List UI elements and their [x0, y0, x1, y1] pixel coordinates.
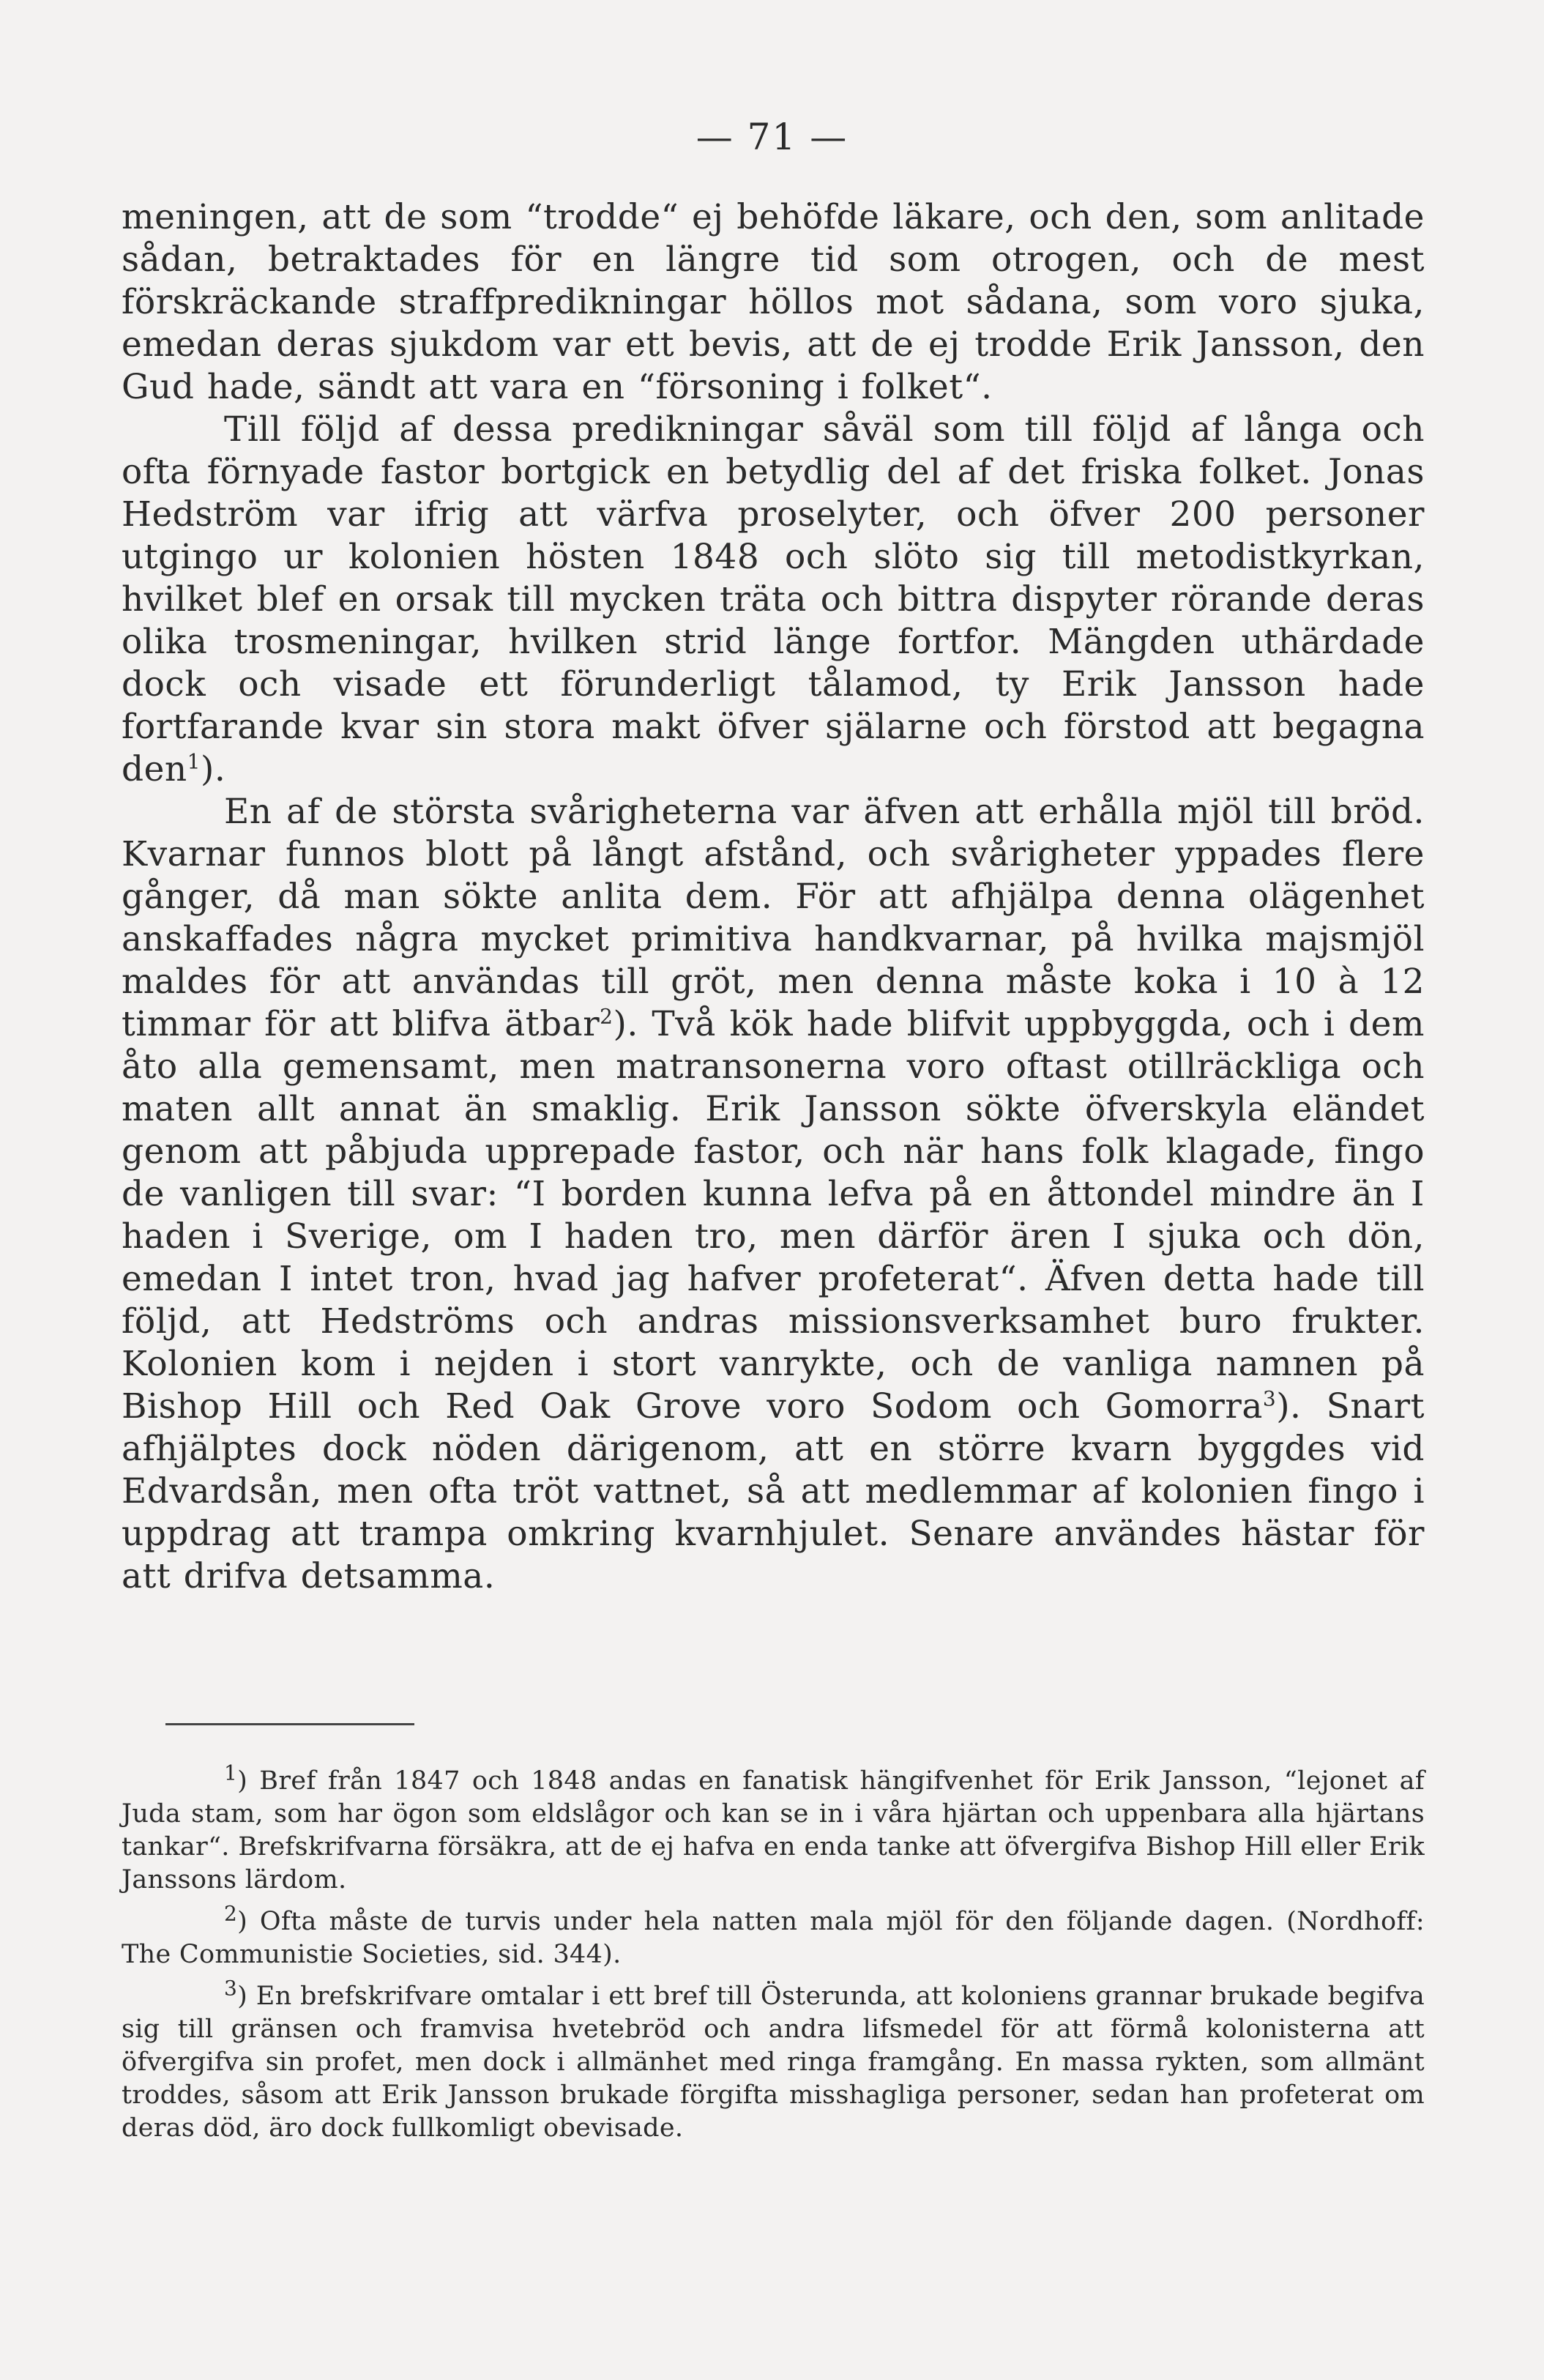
footnotes	[122, 1760, 1425, 2154]
paragraph-1: meningen, att de som “trodde“ ej behöfde läkare, och den, som anlitade sådan, betraktades för en längre tid som otrogen, och de mest förskräckande straffpredikningar höllos mot sådana, som voro sjuka, emedan deras sjukdom var ett bevis, att de ej trodde Erik Jansson, den Gud hade, sändt att vara en “försoning i folket“.	[122, 197, 1425, 407]
paragraph-2	[122, 409, 1425, 791]
footnote-text-2: ) Ofta måste de turvis under hela natten mala mjöl för den följande dagen. (Nordhoff: The Communistie Societies, sid. 344).	[122, 1907, 1425, 1969]
footnote-text-1: ) Bref från 1847 och 1848 andas en fanatisk hängifvenhet för Erik Jansson, “lejonet af Juda stam, som har ögon som eldslågor och kan se in i våra hjärtan och uppenbara alla hjärtans tankar“. Brefskrifvarna försäkra, att de ej hafva en enda tanke att öfvergifva Bishop Hill eller Erik Janssons lärdom.	[122, 1766, 1425, 1894]
footnote-ref-3: 3	[1262, 1386, 1277, 1411]
footnote-3	[122, 1976, 1425, 2145]
footnote-1	[122, 1760, 1425, 1897]
footnote-mark-3: 3	[224, 1976, 238, 2001]
main-text	[122, 196, 1425, 1598]
paragraph-3-end: ). Snart afhjälptes dock nöden därigenom, att en större kvarn byggdes vid Edvardsån, men ofta tröt vattnet, så att medlemmar af kolonien fingo i uppdrag att trampa omkring kvarnhjulet. Senare användes hästar för att drifva detsamma.	[122, 1386, 1425, 1596]
footnote-2	[122, 1901, 1425, 1971]
paragraph-3-middle: ). Två kök hade blifvit uppbyggda, och i dem åto alla gemensamt, men matransonerna voro oftast otillräckliga och maten allt annat än smaklig. Erik Jansson sökte öfverskyla eländet genom att påbjuda upprepade fastor, och när hans folk klagade, fingo de vanligen till svar: “I borden kunna lefva på en åttondel mindre än I haden i Sverige, om I haden tro, men därför ären I sjuka och dön, emedan I intet tron, hvad jag hafver profeterat“. Äfven detta hade till följd, att Hedströms och andras missionsverksamhet buro frukter. Kolonien kom i nejden i stort vanrykte, och de vanliga namnen på Bishop Hill och Red Oak Grove voro Sodom och Gomorra	[122, 1004, 1425, 1427]
footnote-text-3: ) En brefskrifvare omtalar i ett bref till Österunda, att koloniens grannar brukade begifva sig till gränsen och framvisa hvetebröd och andra lifsmedel för att förmå kolonisterna att öfvergifva sin profet, men dock i allmänhet med ringa framgång. En massa rykten, som allmänt troddes, såsom att Erik Jansson brukade förgifta misshagliga personer, sedan han profeterat om deras död, äro dock fullkomligt obevisade.	[122, 1982, 1425, 2143]
paragraph-2-text: Till följd af dessa predikningar såväl som till följd af långa och ofta förnyade fastor bortgick en betydlig del af det friska folket. Jonas Hedström var ifrig att värfva proselyter, och öfver 200 personer utgingo ur kolonien hösten 1848 och slöto sig till metodistkyrkan, hvilket blef en orsak till mycken träta och bittra dispyter rörande deras olika trosmeningar, hvilken strid länge fortfor. Mängden uthärdade dock och visade ett förunderligt tålamod, ty Erik Jansson hade fortfarande kvar sin stora makt öfver själarne och förstod att begagna den	[122, 409, 1425, 789]
footnote-ref-2: 2	[600, 1004, 614, 1029]
paragraph-3	[122, 791, 1425, 1598]
footnote-divider	[165, 1723, 414, 1725]
footnote-ref-1: 1	[187, 749, 201, 774]
paragraph-3-text: En af de största svårigheterna var äfven att erhålla mjöl till bröd. Kvarnar funnos blott på långt afstånd, och svårigheter yppades flere gånger, då man sökte anlita dem. För att afhjälpa denna olägenhet anskaffades några mycket primitiva handkvarnar, på hvilka majsmjöl maldes för att användas till gröt, men denna måste koka i 10 à 12 timmar för att blifva ätbar	[122, 792, 1425, 1044]
page-number: — 71 —	[695, 116, 849, 158]
paragraph-2-end: ).	[201, 749, 226, 789]
footnote-mark-1: 1	[224, 1760, 238, 1785]
footnote-mark-2: 2	[224, 1901, 238, 1926]
